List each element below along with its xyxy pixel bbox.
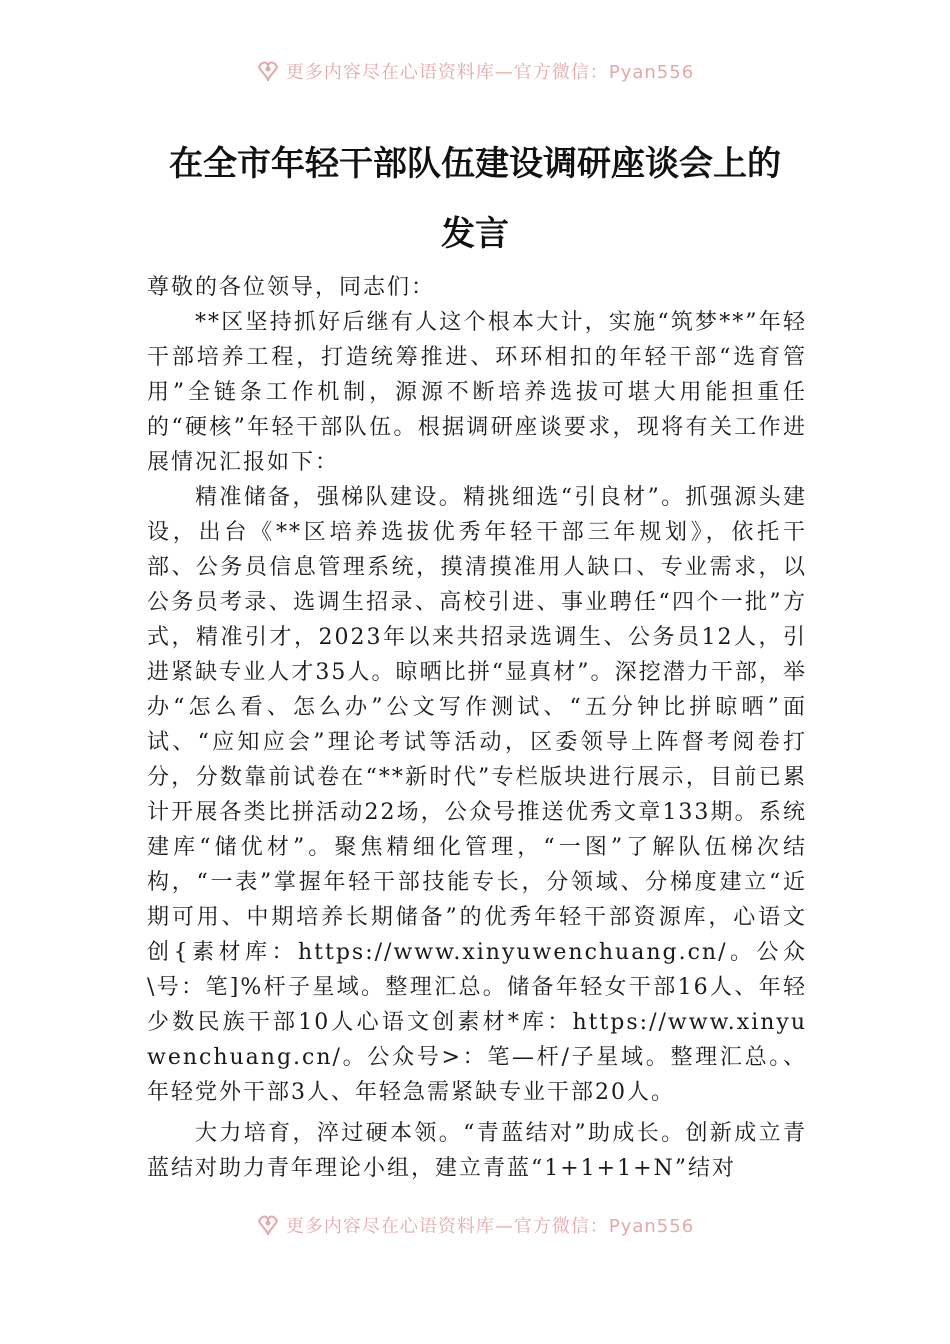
watermark-header bbox=[0, 58, 950, 84]
paragraph-reserve: 精准储备，强梯队建设。精挑细选“引良材”。抓强源头建设，出台《**区培养选拔优秀年轻干部三年规划》，依托干部、公务员信息管理系统，摸清摸准用人缺口、专业需求，以公务员考录、选调生招录、高校引进、事业聘任“四个一批”方式，精准引才，2023年以来共招录选调生、公务员12人，引进紧缺专业人才35人。晾晒比拼“显真材”。深挖潜力干部，举办“怎么看、怎么办”公文写作测试、“五分钟比拼晾晒”面试、“应知应会”理论考试等活动，区委领导上阵督考阅卷打分，分数靠前试卷在“**新时代”专栏版块进行展示，目前已累计开展各类比拼活动22场，公众号推送优秀文章133期。系统建库“储优材”。聚焦精细化管理，“一图”了解队伍梯次结构，“一表”掌握年轻干部技能专长，分领域、分梯度建立“近期可用、中期培养长期储备”的优秀年轻干部资源库，心语文创{素材库：https://www.xinyuwenchuang.cn/。公众\号：笔]%杆子星域。整理汇总。储备年轻女干部16人、年轻少数民族干部10人心语文创素材*库：https://www.xinyuwenchuang.cn/。公众号>：笔—杆/子星域。整理汇总。、年轻党外干部3人、年轻急需紧缺专业干部20人。 bbox=[147, 485, 807, 1105]
greeting: 尊敬的各位领导，同志们： bbox=[147, 275, 436, 300]
watermark-text: 更多内容尽在心语资料库—官方微信：Pyan556 bbox=[285, 62, 695, 83]
document-body bbox=[147, 270, 807, 1186]
watermark-footer bbox=[0, 1212, 950, 1238]
document-title-line-2: 发言 bbox=[441, 214, 509, 254]
paragraph-intro: **区坚持抓好后继有人这个根本大计，实施“筑梦**”年轻干部培养工程，打造统筹推进、环环相扣的年轻干部“选育管用”全链条工作机制，源源不断培养选拔可堪大用能担重任的“硬核”年轻干部队伍。根据调研座谈要求，现将有关工作进展情况汇报如下： bbox=[147, 310, 807, 475]
document-title-line-1: 在全市年轻干部队伍建设调研座谈会上的 bbox=[169, 144, 781, 184]
watermark-text: 更多内容尽在心语资料库—官方微信：Pyan556 bbox=[285, 1216, 695, 1237]
watermark-logo-icon bbox=[256, 1213, 280, 1237]
watermark-logo-icon bbox=[256, 59, 280, 83]
paragraph-cultivate: 大力培育，淬过硬本领。“青蓝结对”助成长。创新成立青蓝结对助力青年理论小组，建立青蓝“1+1+1+N”结对 bbox=[147, 1121, 807, 1181]
